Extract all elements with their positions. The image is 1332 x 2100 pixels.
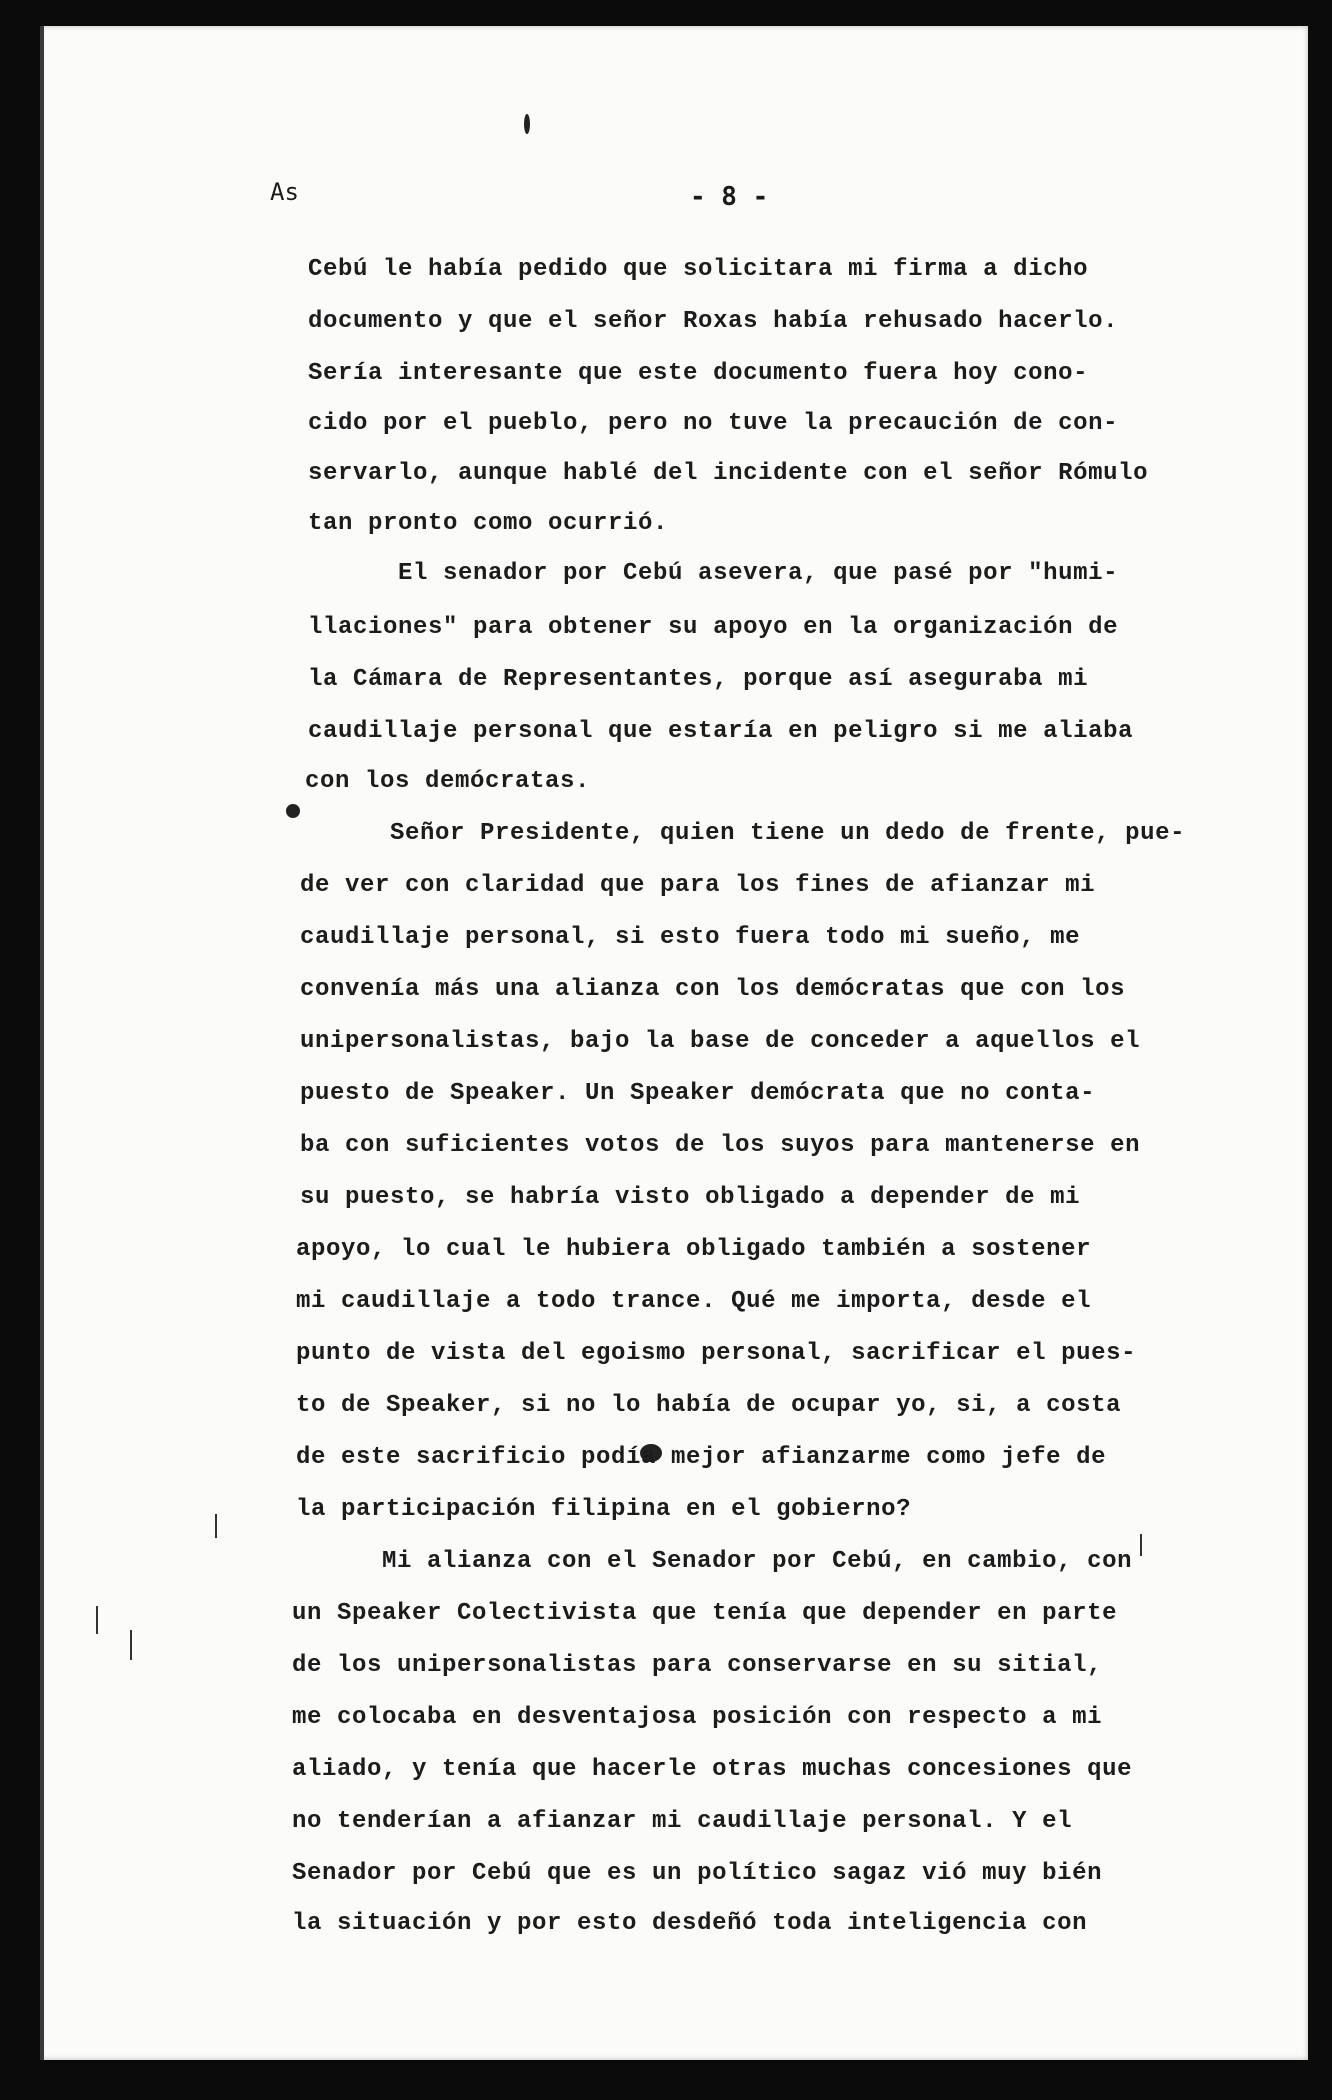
text-line: Senador por Cebú que es un político sagaz vió muy bién xyxy=(292,1860,1103,1887)
margin-mark xyxy=(215,1514,217,1538)
ink-blot xyxy=(286,804,300,818)
text-line: unipersonalistas, bajo la base de conceder a aquellos el xyxy=(300,1028,1141,1055)
text-line: la situación y por esto desdeñó toda inteligencia con xyxy=(292,1910,1088,1937)
text-line: su puesto, se habría visto obligado a depender de mi xyxy=(300,1184,1081,1211)
text-line: la Cámara de Representantes, porque así aseguraba mi xyxy=(308,666,1089,693)
header-initials: As xyxy=(270,178,299,206)
text-line: no tenderían a afianzar mi caudillaje personal. Y el xyxy=(292,1808,1073,1835)
text-line: de este sacrificio podía mejor afianzarme como jefe de xyxy=(296,1444,1107,1471)
text-line: Señor Presidente, quien tiene un dedo de frente, pue- xyxy=(300,820,1186,847)
text-line: tan pronto como ocurrió. xyxy=(308,510,669,537)
text-line: punto de vista del egoismo personal, sacrificar el pues- xyxy=(296,1340,1137,1367)
text-line: caudillaje personal que estaría en peligro si me aliaba xyxy=(308,718,1134,745)
text-line: cido por el pueblo, pero no tuve la precaución de con- xyxy=(308,410,1119,437)
text-line: caudillaje personal, si esto fuera todo mi sueño, me xyxy=(300,924,1081,951)
text-line: mi caudillaje a todo trance. Qué me importa, desde el xyxy=(296,1288,1092,1315)
text-line: con los demócratas. xyxy=(305,768,591,795)
text-line: de ver con claridad que para los fines de afianzar mi xyxy=(300,872,1096,899)
text-line: un Speaker Colectivista que tenía que depender en parte xyxy=(292,1600,1118,1627)
text-line: la participación filipina en el gobierno? xyxy=(296,1496,912,1523)
text-line: Sería interesante que este documento fuera hoy cono- xyxy=(308,360,1089,387)
margin-mark xyxy=(130,1630,132,1660)
text-line: aliado, y tenía que hacerle otras muchas concesiones que xyxy=(292,1756,1133,1783)
margin-mark xyxy=(96,1606,98,1634)
text-line: puesto de Speaker. Un Speaker demócrata que no conta- xyxy=(300,1080,1096,1107)
text-line: Mi alianza con el Senador por Cebú, en cambio, con xyxy=(292,1548,1133,1575)
text-line: llaciones" para obtener su apoyo en la organización de xyxy=(308,614,1119,641)
margin-mark xyxy=(1140,1534,1142,1556)
page-number: - 8 - xyxy=(690,182,769,212)
text-line: to de Speaker, si no lo había de ocupar yo, si, a costa xyxy=(296,1392,1122,1419)
text-line: servarlo, aunque hablé del incidente con el señor Rómulo xyxy=(308,460,1149,487)
text-line: El senador por Cebú asevera, que pasé por "humi- xyxy=(308,560,1119,587)
text-line: documento y que el señor Roxas había rehusado hacerlo. xyxy=(308,308,1119,335)
text-line: ba con suficientes votos de los suyos para mantenerse en xyxy=(300,1132,1141,1159)
text-line: Cebú le había pedido que solicitara mi firma a dicho xyxy=(308,256,1089,283)
ink-blot xyxy=(524,114,530,134)
text-line: convenía más una alianza con los demócratas que con los xyxy=(300,976,1126,1003)
text-line: de los unipersonalistas para conservarse en su sitial, xyxy=(292,1652,1103,1679)
text-line: me colocaba en desventajosa posición con respecto a mi xyxy=(292,1704,1103,1731)
text-line: apoyo, lo cual le hubiera obligado también a sostener xyxy=(296,1236,1092,1263)
